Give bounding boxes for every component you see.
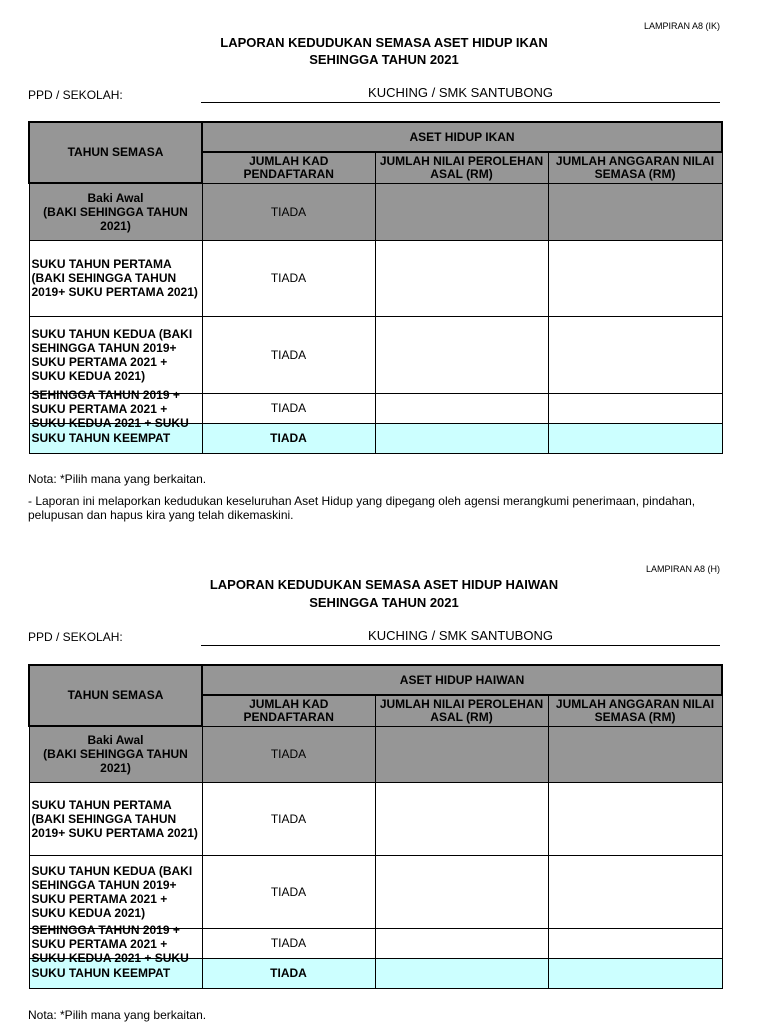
cell-anggaran	[548, 393, 722, 423]
row-label-line2: (BAKI SEHINGGA TAHUN 2021)	[43, 204, 188, 233]
row-label: SUKU TAHUN PERTAMA (BAKI SEHINGGA TAHUN 2019+ SUKU PERTAMA 2021)	[29, 240, 202, 316]
row-label: SUKU TAHUN KEDUA (BAKI SEHINGGA TAHUN 2019+ SUKU PERTAMA 2021 + SUKU KEDUA 2021)	[29, 316, 202, 393]
cell-kad: TIADA	[202, 958, 375, 988]
row-label	[29, 726, 202, 782]
col-header-tahun: TAHUN SEMASA	[29, 122, 202, 183]
row-label: SUKU TAHUN KEEMPAT	[29, 958, 202, 988]
cell-nilai	[375, 423, 548, 453]
row-label-line1: Baki Awal	[87, 190, 144, 205]
lampiran-label: LAMPIRAN A8 (H)	[645, 564, 720, 574]
group-header: ASET HIDUP IKAN	[202, 122, 722, 152]
cell-nilai	[375, 782, 548, 855]
cell-kad: TIADA	[202, 423, 375, 453]
row-label	[29, 183, 202, 240]
cell-kad: TIADA	[202, 782, 375, 855]
row-label-text: SEHINGGA TAHUN 2019 + SUKU PERTAMA 2021 + SUKU KEDUA 2021 + SUKU	[31, 388, 189, 430]
cell-anggaran	[548, 183, 722, 240]
note-description: - Laporan ini melaporkan kedudukan keseluruhan Aset Hidup yang dipegang oleh agensi merangkumi penerimaan, pindahan, pelupusan dan hapus kira yang telah dikemaskini.	[28, 494, 696, 522]
lampiran-label: LAMPIRAN A8 (IK)	[643, 21, 720, 31]
row-label-line1: Baki Awal	[87, 733, 144, 748]
asset-table	[28, 664, 723, 989]
row-label: SUKU TAHUN KEDUA (BAKI SEHINGGA TAHUN 2019+ SUKU PERTAMA 2021 + SUKU KEDUA 2021)	[29, 855, 202, 928]
ppd-value: KUCHING / SMK SANTUBONG	[201, 85, 720, 103]
note-text: Nota: *Pilih mana yang berkaitan.	[28, 1008, 207, 1022]
cell-nilai	[375, 855, 548, 928]
col-header-anggaran: JUMLAH ANGGARAN NILAI SEMASA (RM)	[548, 695, 722, 726]
col-header-kad: JUMLAH KAD PENDAFTARAN	[202, 695, 375, 726]
table-row	[29, 782, 722, 855]
cell-kad: TIADA	[202, 183, 375, 240]
cell-kad: TIADA	[202, 240, 375, 316]
note-text: Nota: *Pilih mana yang berkaitan.	[28, 472, 207, 486]
cell-kad: TIADA	[202, 855, 375, 928]
cell-anggaran	[548, 928, 722, 958]
ppd-value: KUCHING / SMK SANTUBONG	[201, 628, 720, 646]
cell-anggaran	[548, 726, 722, 782]
cell-anggaran	[548, 240, 722, 316]
asset-table	[28, 121, 723, 454]
cell-anggaran	[548, 316, 722, 393]
table-row	[29, 316, 722, 393]
report-title-line1: LAPORAN KEDUDUKAN SEMASA ASET HIDUP HAIWAN	[209, 577, 559, 592]
col-header-kad: JUMLAH KAD PENDAFTARAN	[202, 152, 375, 183]
col-header-tahun: TAHUN SEMASA	[29, 665, 202, 726]
table-row	[29, 928, 722, 958]
cell-nilai	[375, 393, 548, 423]
row-label: SUKU TAHUN KEEMPAT	[29, 423, 202, 453]
row-label	[29, 388, 202, 430]
report-title-line2: SEHINGGA TAHUN 2021	[309, 52, 459, 67]
col-header-nilai: JUMLAH NILAI PEROLEHAN ASAL (RM)	[375, 152, 548, 183]
cell-kad: TIADA	[202, 316, 375, 393]
table-row	[29, 240, 722, 316]
col-header-anggaran: JUMLAH ANGGARAN NILAI SEMASA (RM)	[548, 152, 722, 183]
table-row	[29, 726, 722, 782]
cell-anggaran	[548, 958, 722, 988]
report-title-line2: SEHINGGA TAHUN 2021	[309, 595, 459, 610]
cell-anggaran	[548, 855, 722, 928]
report-title-line1: LAPORAN KEDUDUKAN SEMASA ASET HIDUP IKAN	[220, 35, 548, 50]
cell-anggaran	[548, 423, 722, 453]
cell-anggaran	[548, 782, 722, 855]
ppd-label: PPD / SEKOLAH:	[28, 630, 123, 644]
cell-kad: TIADA	[202, 393, 375, 423]
cell-kad: TIADA	[202, 726, 375, 782]
row-label: SUKU TAHUN PERTAMA (BAKI SEHINGGA TAHUN 2019+ SUKU PERTAMA 2021)	[29, 782, 202, 855]
table-row	[29, 393, 722, 423]
ppd-label: PPD / SEKOLAH:	[28, 88, 123, 102]
table-row	[29, 183, 722, 240]
cell-nilai	[375, 240, 548, 316]
cell-nilai	[375, 928, 548, 958]
cell-nilai	[375, 958, 548, 988]
table-row	[29, 855, 722, 928]
cell-kad: TIADA	[202, 928, 375, 958]
cell-nilai	[375, 726, 548, 782]
cell-nilai	[375, 183, 548, 240]
row-label	[29, 923, 202, 965]
row-label-line2: (BAKI SEHINGGA TAHUN 2021)	[43, 747, 188, 776]
col-header-nilai: JUMLAH NILAI PEROLEHAN ASAL (RM)	[375, 695, 548, 726]
group-header: ASET HIDUP HAIWAN	[202, 665, 722, 695]
cell-nilai	[375, 316, 548, 393]
row-label-text: SEHINGGA TAHUN 2019 + SUKU PERTAMA 2021 + SUKU KEDUA 2021 + SUKU	[31, 923, 189, 965]
